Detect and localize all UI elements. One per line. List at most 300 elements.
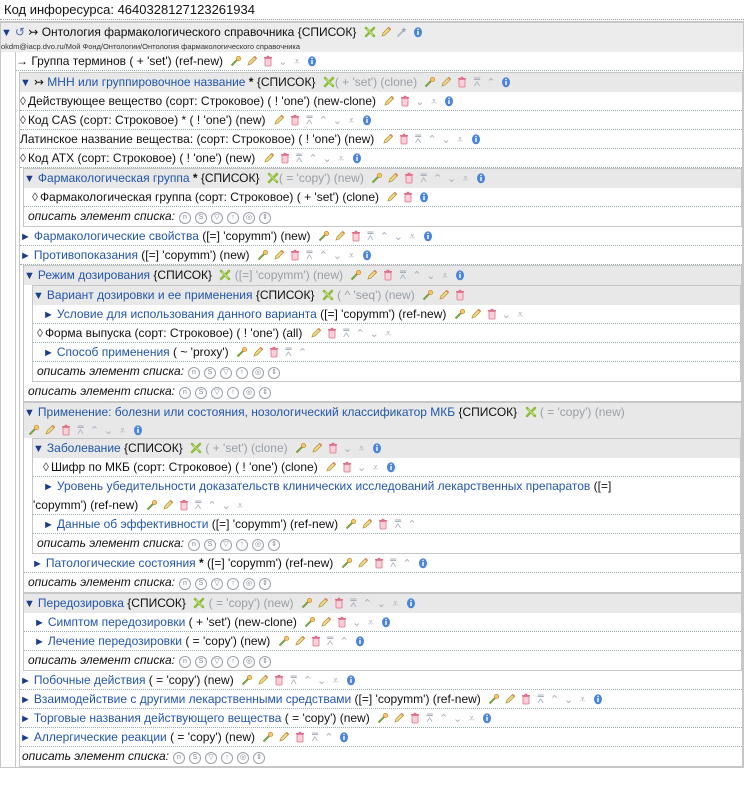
collapse-triangle-icon[interactable]: ► [34, 636, 45, 648]
info-icon[interactable] [361, 114, 373, 126]
expand-triangle-icon[interactable]: ▼ [24, 407, 35, 419]
circle-updown-icon[interactable]: ⇕ [259, 578, 271, 590]
edit-icon[interactable] [311, 442, 323, 454]
patho-label[interactable]: Патологические состояния [45, 556, 196, 570]
circle-down-icon[interactable]: ▽ [211, 387, 223, 399]
move-down-icon[interactable]: ⌄ [221, 500, 231, 512]
move-top-icon[interactable]: ⩞ [414, 134, 422, 146]
move-top-icon[interactable]: ⩞ [295, 153, 303, 165]
move-up-icon[interactable]: ⌃ [379, 231, 389, 243]
circle-n-icon[interactable]: n [188, 539, 200, 551]
delete-icon[interactable] [294, 731, 306, 743]
delete-icon[interactable] [382, 269, 394, 281]
info-icon[interactable] [380, 616, 392, 628]
circle-updown-icon[interactable]: ⇕ [268, 539, 280, 551]
delete-icon[interactable] [268, 346, 280, 358]
circle-updown-icon[interactable]: ⇕ [259, 656, 271, 668]
interaction-row[interactable] [20, 690, 742, 709]
move-top-icon[interactable]: ⩞ [326, 636, 334, 648]
collapse-triangle-icon[interactable]: ► [20, 231, 31, 243]
move-down-icon[interactable]: ⌄ [415, 96, 425, 108]
pick-icon[interactable] [304, 616, 316, 628]
trade-names-label[interactable]: Торговые названия действующего вещества [33, 711, 282, 725]
evidence-level-label[interactable]: Уровень убедительности доказательств клинических исследований лекарственных препаратов [56, 479, 591, 493]
circle-s-icon[interactable]: S [204, 539, 216, 551]
move-up-icon[interactable]: ⌃ [324, 732, 334, 744]
delete-icon[interactable] [341, 461, 353, 473]
edit-icon[interactable] [357, 557, 369, 569]
edit-icon[interactable] [320, 616, 332, 628]
expand-triangle-icon[interactable]: ▼ [20, 77, 31, 89]
pick-icon[interactable] [301, 597, 313, 609]
info-icon[interactable] [417, 557, 429, 569]
info-icon[interactable] [371, 442, 383, 454]
collapse-triangle-icon[interactable]: ► [20, 694, 31, 706]
circle-dot-icon[interactable]: ◎ [237, 752, 249, 764]
move-bottom-icon[interactable]: ⩡ [468, 713, 475, 725]
delete-icon[interactable] [279, 152, 291, 164]
delete-icon[interactable] [327, 442, 339, 454]
collapse-triangle-icon[interactable]: ► [43, 309, 54, 321]
edit-icon[interactable] [334, 230, 346, 242]
move-bottom-icon[interactable]: ⩡ [372, 462, 379, 474]
info-icon[interactable] [354, 635, 366, 647]
edit-icon[interactable] [382, 133, 394, 145]
circle-s-icon[interactable]: S [195, 578, 207, 590]
collapse-triangle-icon[interactable]: ► [43, 519, 54, 531]
clear-icon[interactable] [193, 597, 205, 609]
move-top-icon[interactable]: ⩞ [306, 250, 313, 262]
circle-up-icon[interactable]: ↑ [227, 656, 239, 668]
edit-icon[interactable] [257, 674, 269, 686]
refresh-icon[interactable]: ↺ [14, 25, 25, 39]
side-effects-label[interactable]: Побочные действия [33, 673, 146, 687]
move-down-icon[interactable]: ⌄ [356, 462, 367, 474]
move-bottom-icon[interactable]: ⩡ [119, 425, 126, 437]
expand-triangle-icon[interactable]: ▼ [24, 270, 35, 282]
move-down-icon[interactable]: ⌄ [322, 153, 332, 165]
expand-triangle-icon[interactable]: ▼ [24, 173, 35, 185]
edit-icon[interactable] [252, 346, 264, 358]
edit-icon[interactable] [504, 693, 516, 705]
cas-code-row[interactable] [20, 111, 742, 130]
pharm-group-header[interactable] [24, 169, 741, 188]
efficacy-row[interactable] [33, 515, 740, 534]
info-icon[interactable] [351, 152, 363, 164]
move-up-icon[interactable]: ⌃ [427, 134, 437, 146]
circle-up-icon[interactable]: ↑ [227, 578, 239, 590]
move-up-icon[interactable]: ⌃ [486, 77, 496, 89]
move-bottom-icon[interactable]: ⩡ [385, 328, 392, 340]
circle-n-icon[interactable]: n [179, 387, 191, 399]
move-up-icon[interactable]: ⌃ [550, 694, 560, 706]
icd-code-row[interactable] [33, 458, 740, 477]
symptom-label[interactable]: Симптом передозировки [47, 615, 186, 629]
move-up-icon[interactable]: ⌃ [297, 347, 308, 359]
move-up-icon[interactable]: ⌃ [362, 598, 373, 610]
move-bottom-icon[interactable]: ⩡ [293, 56, 300, 68]
circle-down-icon[interactable]: ▽ [220, 539, 232, 551]
move-top-icon[interactable]: ⩞ [350, 598, 357, 610]
collapse-triangle-icon[interactable]: ► [20, 250, 31, 262]
evidence-level-row[interactable] [33, 477, 740, 496]
expand-triangle-icon[interactable]: ▼ [33, 290, 44, 302]
edit-icon[interactable] [273, 114, 285, 126]
move-down-icon[interactable]: ⌄ [376, 598, 387, 610]
move-top-icon[interactable]: ⩞ [389, 558, 397, 570]
circle-updown-icon[interactable]: ⇕ [259, 387, 271, 399]
active-substance-row[interactable] [20, 92, 742, 111]
pick-icon[interactable] [318, 230, 330, 242]
move-down-icon[interactable]: ⌄ [278, 56, 288, 68]
move-down-icon[interactable]: ⌄ [441, 134, 451, 146]
move-top-icon[interactable]: ⩞ [426, 713, 433, 725]
move-down-icon[interactable]: ⌄ [564, 694, 574, 706]
info-icon[interactable] [470, 133, 482, 145]
move-down-icon[interactable]: ⌄ [316, 675, 327, 687]
pick-icon[interactable] [371, 172, 383, 184]
evidence-level-row-cont[interactable] [33, 496, 740, 515]
circle-n-icon[interactable]: n [179, 578, 191, 590]
expand-triangle-icon[interactable]: ▼ [33, 443, 44, 455]
edit-icon[interactable] [310, 327, 322, 339]
collapse-triangle-icon[interactable]: ► [20, 675, 31, 687]
move-bottom-icon[interactable]: ⩡ [441, 270, 448, 282]
edit-icon[interactable] [246, 55, 258, 67]
move-down-icon[interactable]: ⌄ [452, 713, 463, 725]
method-label[interactable]: Способ применения [56, 345, 170, 359]
circle-up-icon[interactable]: ↑ [221, 752, 233, 764]
circle-up-icon[interactable]: ↑ [236, 367, 248, 379]
pharm-props-row[interactable] [20, 227, 742, 246]
delete-icon[interactable] [289, 114, 301, 126]
delete-icon[interactable] [333, 597, 345, 609]
move-bottom-icon[interactable]: ⩡ [579, 694, 586, 706]
edit-icon[interactable] [366, 269, 378, 281]
info-icon[interactable] [385, 461, 397, 473]
move-down-icon[interactable]: ⌄ [393, 231, 403, 243]
pharm-group-title[interactable]: Фармакологическая группа [37, 171, 190, 185]
move-top-icon[interactable]: ⩞ [394, 519, 402, 531]
move-top-icon[interactable]: ⩞ [420, 173, 427, 185]
circle-s-icon[interactable]: S [195, 656, 207, 668]
pick-icon[interactable] [454, 308, 466, 320]
root-title[interactable]: Онтология фармакологического справочника [41, 25, 295, 39]
collapse-triangle-icon[interactable]: ► [20, 732, 31, 744]
move-bottom-icon[interactable]: ⩡ [348, 250, 355, 262]
contra-row[interactable] [20, 246, 742, 265]
circle-down-icon[interactable]: ▽ [220, 367, 232, 379]
move-bottom-icon[interactable]: ⩡ [457, 134, 464, 146]
expand-triangle-icon[interactable]: ▼ [24, 598, 35, 610]
move-top-icon[interactable]: ⩞ [399, 270, 407, 282]
edit-icon[interactable] [263, 152, 275, 164]
move-down-icon[interactable]: ⌄ [369, 328, 379, 340]
delete-icon[interactable] [409, 712, 421, 724]
move-bottom-icon[interactable]: ⩡ [358, 443, 365, 455]
move-bottom-icon[interactable]: ⩡ [392, 598, 399, 610]
mnn-header[interactable] [20, 73, 742, 92]
move-down-icon[interactable]: ⌄ [501, 309, 511, 321]
pick-icon[interactable] [146, 499, 158, 511]
trade-names-row[interactable] [20, 709, 742, 728]
delete-icon[interactable] [178, 499, 190, 511]
pick-icon[interactable] [377, 712, 389, 724]
circle-updown-icon[interactable]: ⇕ [253, 752, 265, 764]
circle-s-icon[interactable]: S [195, 387, 207, 399]
move-down-icon[interactable]: ⌄ [426, 270, 436, 282]
pick-icon[interactable] [257, 249, 269, 261]
patho-row[interactable] [24, 554, 741, 573]
atx-code-row[interactable] [20, 149, 742, 168]
move-down-icon[interactable]: ⌄ [332, 115, 342, 127]
edit-icon[interactable] [440, 76, 452, 88]
move-up-icon[interactable]: ⌃ [318, 250, 329, 262]
circle-down-icon[interactable]: ▽ [205, 752, 217, 764]
pick-icon[interactable] [28, 424, 40, 436]
condition-row[interactable] [33, 305, 740, 324]
move-down-icon[interactable]: ⌄ [103, 425, 114, 437]
circle-dot-icon[interactable]: ◎ [243, 212, 255, 224]
move-bottom-icon[interactable]: ⩡ [237, 500, 244, 512]
disease-title[interactable]: Заболевание [46, 441, 121, 455]
pick-icon[interactable] [345, 518, 357, 530]
move-top-icon[interactable]: ⩞ [473, 77, 481, 89]
pick-icon[interactable] [230, 55, 242, 67]
pick-icon[interactable] [488, 693, 500, 705]
info-icon[interactable] [454, 269, 466, 281]
info-icon[interactable] [338, 731, 350, 743]
clear-icon[interactable] [267, 172, 279, 184]
move-bottom-icon[interactable]: ⩡ [338, 153, 345, 165]
condition-label[interactable]: Условие для использования данного варианта [56, 307, 317, 321]
move-top-icon[interactable]: ⩞ [311, 732, 319, 744]
move-top-icon[interactable]: ⩞ [194, 500, 202, 512]
delete-icon[interactable] [326, 327, 338, 339]
circle-n-icon[interactable]: n [179, 656, 191, 668]
move-up-icon[interactable]: ⌃ [318, 115, 328, 127]
pick-icon[interactable] [241, 674, 253, 686]
circle-s-icon[interactable]: S [204, 367, 216, 379]
symptom-row[interactable] [24, 613, 741, 632]
allergy-row[interactable] [20, 728, 742, 747]
root-node-header[interactable] [1, 22, 743, 41]
edit-icon[interactable] [278, 731, 290, 743]
move-bottom-icon[interactable]: ⩡ [409, 231, 416, 243]
move-bottom-icon[interactable]: ⩡ [430, 96, 437, 108]
circle-n-icon[interactable]: n [188, 367, 200, 379]
clear-icon[interactable] [525, 406, 537, 418]
circle-dot-icon[interactable]: ◎ [252, 367, 264, 379]
circle-up-icon[interactable]: ↑ [236, 539, 248, 551]
delete-icon[interactable] [289, 249, 301, 261]
edit-icon[interactable] [380, 26, 392, 38]
move-top-icon[interactable]: ⩞ [285, 347, 292, 359]
pick-icon[interactable] [422, 289, 434, 301]
delete-icon[interactable] [454, 289, 466, 301]
edit-icon[interactable] [273, 249, 285, 261]
delete-icon[interactable] [373, 557, 385, 569]
collapse-triangle-icon[interactable]: ► [34, 617, 45, 629]
delete-icon[interactable] [456, 76, 468, 88]
move-down-icon[interactable]: ⌄ [332, 250, 343, 262]
allergy-label[interactable]: Аллергические реакции [33, 730, 167, 744]
clear-icon[interactable] [364, 26, 376, 38]
circle-down-icon[interactable]: ▽ [211, 656, 223, 668]
circle-up-icon[interactable]: ↑ [227, 212, 239, 224]
edit-icon[interactable] [470, 308, 482, 320]
delete-icon[interactable] [336, 616, 348, 628]
delete-icon[interactable] [60, 424, 72, 436]
delete-icon[interactable] [262, 55, 274, 67]
move-up-icon[interactable]: ⌃ [339, 636, 349, 648]
info-icon[interactable] [306, 55, 318, 67]
efficacy-label[interactable]: Данные об эффективности [56, 517, 209, 531]
collapse-triangle-icon[interactable]: ► [32, 558, 43, 570]
move-top-icon[interactable]: ⩞ [366, 231, 374, 243]
pick-icon[interactable] [278, 635, 290, 647]
pick-icon[interactable] [295, 442, 307, 454]
pick-icon[interactable] [424, 76, 436, 88]
move-up-icon[interactable]: ⌃ [438, 713, 449, 725]
edit-icon[interactable] [294, 635, 306, 647]
pick-icon[interactable] [341, 557, 353, 569]
move-bottom-icon[interactable]: ⩡ [332, 675, 339, 687]
clear-icon[interactable] [323, 76, 335, 88]
clear-icon[interactable] [190, 442, 202, 454]
info-icon[interactable] [443, 95, 455, 107]
pick-icon[interactable] [262, 731, 274, 743]
collapse-triangle-icon[interactable]: ► [20, 713, 31, 725]
move-up-icon[interactable]: ⌃ [207, 500, 217, 512]
variant-header[interactable] [33, 286, 740, 305]
application-header[interactable] [24, 403, 741, 422]
latin-name-row[interactable] [20, 130, 742, 149]
expand-triangle-icon[interactable]: ▼ [1, 27, 12, 39]
circle-s-icon[interactable]: S [195, 212, 207, 224]
circle-s-icon[interactable]: S [189, 752, 201, 764]
variant-title[interactable]: Вариант дозировки и ее применения [46, 288, 253, 302]
edit-icon[interactable] [386, 191, 398, 203]
delete-icon[interactable] [398, 133, 410, 145]
pharm-props-label[interactable]: Фармакологические свойства [33, 229, 199, 243]
circle-n-icon[interactable]: n [179, 212, 191, 224]
info-icon[interactable] [422, 230, 434, 242]
move-bottom-icon[interactable]: ⩡ [348, 115, 355, 127]
move-top-icon[interactable]: ⩞ [305, 115, 313, 127]
dosing-title[interactable]: Режим дозирования [37, 268, 151, 282]
circle-dot-icon[interactable]: ◎ [243, 656, 255, 668]
move-bottom-icon[interactable]: ⩡ [462, 173, 469, 185]
info-icon[interactable] [500, 76, 512, 88]
info-icon[interactable] [345, 674, 357, 686]
pick-icon[interactable] [350, 269, 362, 281]
info-icon[interactable] [132, 424, 144, 436]
circle-up-icon[interactable]: ↑ [227, 387, 239, 399]
side-effects-row[interactable] [20, 671, 742, 690]
delete-icon[interactable] [350, 230, 362, 242]
edit-icon[interactable] [162, 499, 174, 511]
delete-icon[interactable] [403, 172, 415, 184]
move-down-icon[interactable]: ⌄ [352, 617, 362, 629]
move-top-icon[interactable]: ⩞ [342, 328, 350, 340]
treatment-row[interactable] [24, 632, 741, 651]
delete-icon[interactable] [402, 191, 414, 203]
info-icon[interactable] [361, 249, 373, 261]
delete-icon[interactable] [310, 635, 322, 647]
circle-down-icon[interactable]: ▽ [211, 578, 223, 590]
pick-icon[interactable] [236, 346, 248, 358]
info-icon[interactable] [481, 712, 493, 724]
mnn-title[interactable]: МНН или группировочное название [47, 75, 246, 89]
delete-icon[interactable] [520, 693, 532, 705]
wand-icon[interactable] [396, 26, 408, 38]
info-icon[interactable] [475, 172, 487, 184]
delete-icon[interactable] [273, 674, 285, 686]
edit-icon[interactable] [383, 95, 395, 107]
contra-label[interactable]: Противопоказания [33, 248, 138, 262]
treatment-label[interactable]: Лечение передозировки [47, 634, 182, 648]
move-up-icon[interactable]: ⌃ [433, 173, 443, 185]
clear-icon[interactable] [322, 289, 334, 301]
release-form-row[interactable] [33, 324, 740, 343]
move-top-icon[interactable]: ⩞ [290, 675, 297, 687]
edit-icon[interactable] [438, 289, 450, 301]
collapse-triangle-icon[interactable]: ► [43, 481, 54, 493]
move-up-icon[interactable]: ⌃ [355, 328, 365, 340]
info-icon[interactable] [405, 597, 417, 609]
edit-icon[interactable] [317, 597, 329, 609]
move-up-icon[interactable]: ⌃ [407, 519, 417, 531]
edit-icon[interactable] [361, 518, 373, 530]
info-icon[interactable] [418, 191, 430, 203]
disease-header[interactable] [33, 439, 740, 458]
overdose-header[interactable] [24, 594, 741, 613]
collapse-triangle-icon[interactable]: ► [43, 347, 54, 359]
info-icon[interactable] [412, 26, 424, 38]
info-icon[interactable] [592, 693, 604, 705]
method-row[interactable] [33, 343, 740, 362]
overdose-title[interactable]: Передозировка [37, 596, 124, 610]
circle-n-icon[interactable]: n [173, 752, 185, 764]
circle-dot-icon[interactable]: ◎ [252, 539, 264, 551]
move-down-icon[interactable]: ⌄ [447, 173, 457, 185]
circle-updown-icon[interactable]: ⇕ [259, 212, 271, 224]
circle-dot-icon[interactable]: ◎ [243, 387, 255, 399]
dosing-header[interactable] [24, 266, 741, 285]
pharm-group-item-row[interactable] [24, 188, 741, 207]
move-top-icon[interactable]: ⩞ [537, 694, 544, 706]
move-bottom-icon[interactable]: ⩡ [367, 617, 374, 629]
circle-down-icon[interactable]: ▽ [211, 212, 223, 224]
clear-icon[interactable] [219, 269, 231, 281]
move-up-icon[interactable]: ⌃ [412, 270, 422, 282]
move-up-icon[interactable]: ⌃ [302, 675, 313, 687]
edit-icon[interactable] [387, 172, 399, 184]
move-up-icon[interactable]: ⌃ [402, 558, 412, 570]
delete-icon[interactable] [486, 308, 498, 320]
move-up-icon[interactable]: ⌃ [89, 425, 100, 437]
edit-icon[interactable] [44, 424, 56, 436]
interaction-label[interactable]: Взаимодействие с другими лекарственными средствами [33, 692, 352, 706]
application-title[interactable]: Применение: болезни или состояния, нозологический классификатор МКБ [37, 405, 456, 419]
circle-updown-icon[interactable]: ⇕ [268, 367, 280, 379]
move-down-icon[interactable]: ⌄ [342, 443, 353, 455]
edit-icon[interactable] [393, 712, 405, 724]
delete-icon[interactable] [377, 518, 389, 530]
move-up-icon[interactable]: ⌃ [308, 153, 318, 165]
move-bottom-icon[interactable]: ⩡ [517, 309, 524, 321]
